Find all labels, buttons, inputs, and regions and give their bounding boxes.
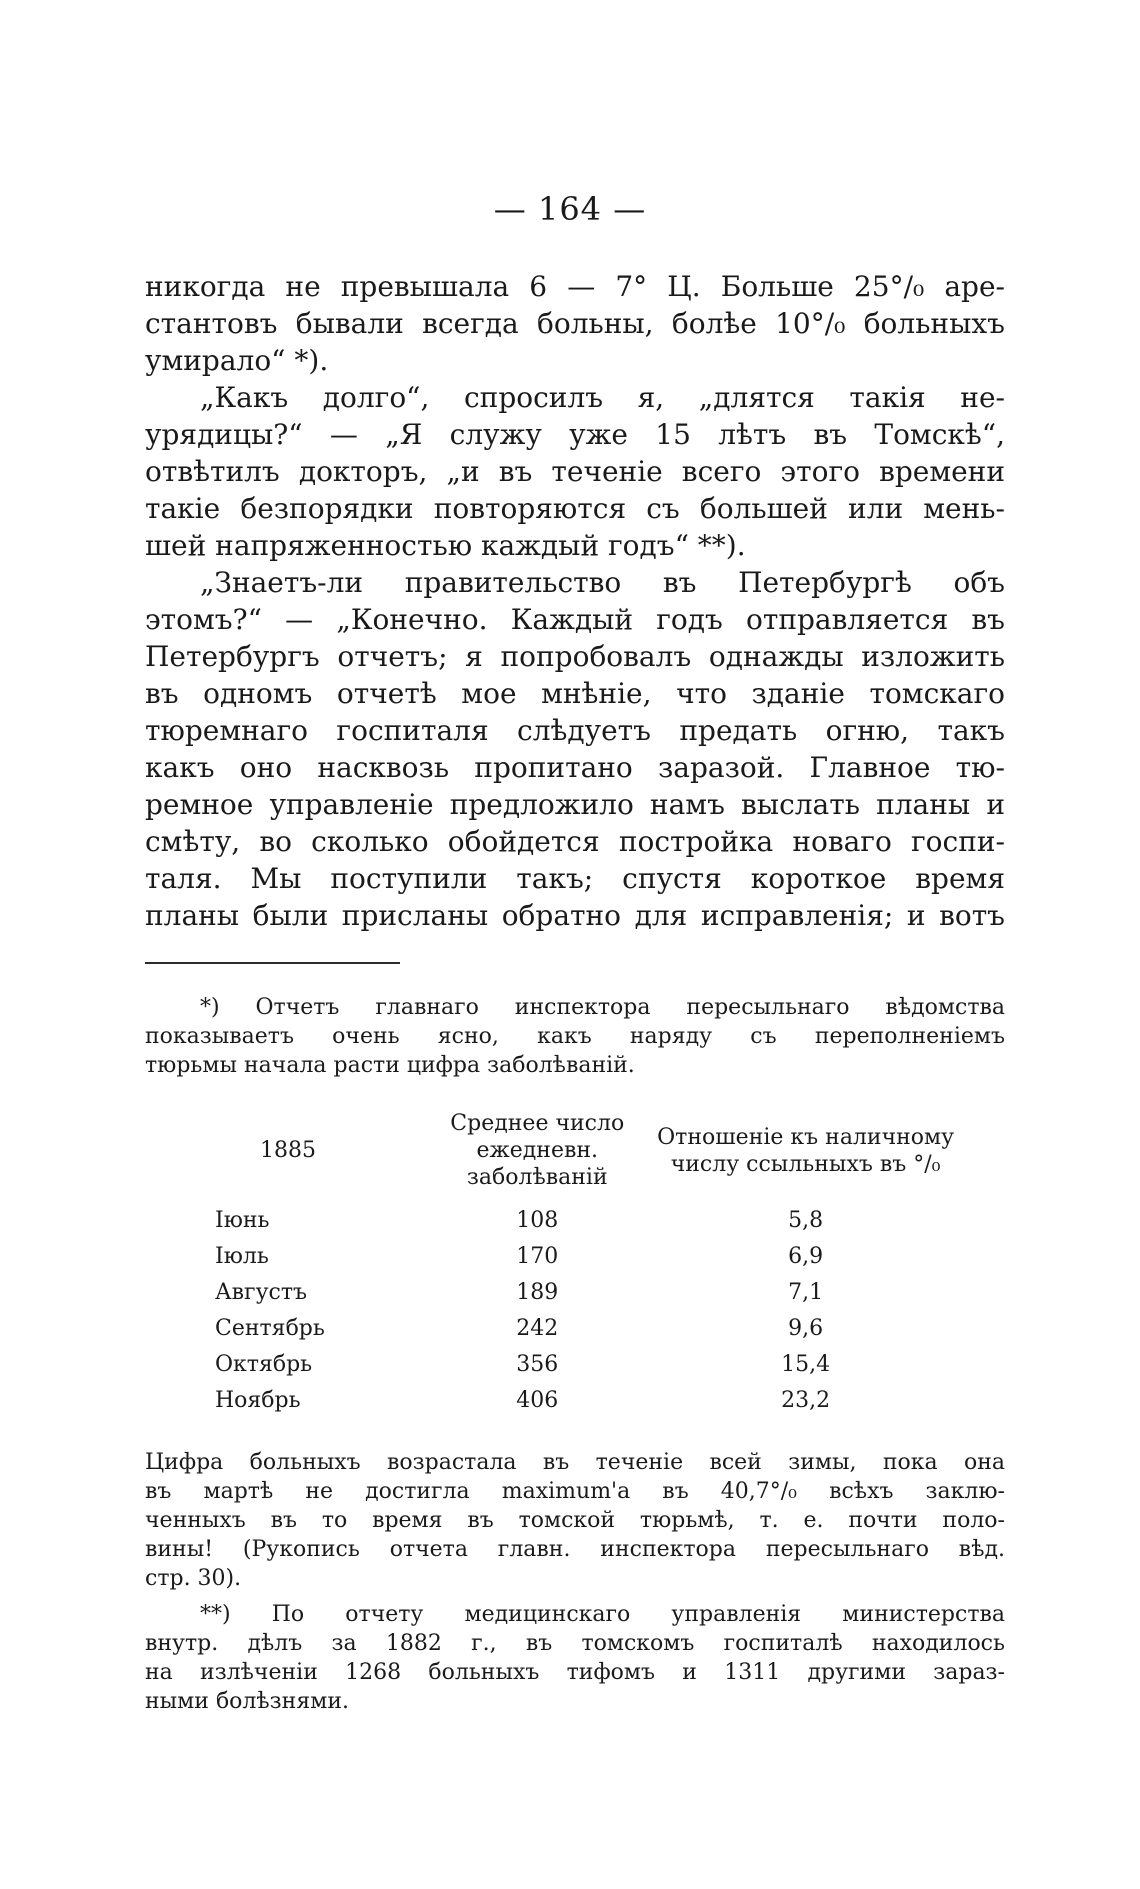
text-line: планы были присланы обратно для исправленія; и вотъ bbox=[145, 899, 1005, 932]
footnote-line: стр. 30). bbox=[145, 1566, 242, 1591]
cell-percent: 6,9 bbox=[788, 1244, 824, 1269]
table-row bbox=[215, 1239, 955, 1275]
footnote-line: *) Отчетъ главнаго инспектора пересыльнаго вѣдомства bbox=[200, 995, 1005, 1020]
footnote-line: тюрьмы начала расти цифра заболѣваній. bbox=[145, 1053, 635, 1078]
main-text bbox=[145, 268, 1005, 934]
footnote-1-continuation bbox=[145, 1448, 1005, 1593]
cell-percent: 5,8 bbox=[788, 1208, 824, 1233]
header-average: Среднее число ежедневн. заболѣваній bbox=[450, 1111, 625, 1190]
cell-average: 170 bbox=[516, 1244, 559, 1269]
header-year: 1885 bbox=[260, 1138, 316, 1163]
cell-average: 242 bbox=[516, 1316, 559, 1341]
text-line: „Какъ долго“, спросилъ я, „длятся такія не- bbox=[200, 381, 1005, 414]
text-line: Петербургъ отчетъ; я попробовалъ однажды изложить bbox=[145, 640, 1005, 673]
text-line: стантовъ бывали всегда больны, болѣе 10°/₀ больныхъ bbox=[145, 307, 1005, 340]
footnote-2 bbox=[145, 1600, 1005, 1716]
footnote-1 bbox=[145, 993, 1005, 1080]
text-line: смѣту, во сколько обойдется постройка новаго госпи- bbox=[145, 825, 1005, 858]
cell-percent: 15,4 bbox=[781, 1352, 831, 1377]
footnote-line: ченныхъ въ то время въ томской тюрьмѣ, т. е. почти поло- bbox=[145, 1508, 1005, 1533]
cell-month: Сентябрь bbox=[215, 1316, 325, 1341]
table-row bbox=[215, 1275, 955, 1311]
cell-month: Іюль bbox=[215, 1244, 269, 1269]
text-line: урядицы?“ — „Я служу уже 15 лѣтъ въ Томскѣ“, bbox=[145, 418, 1005, 451]
footnote-line: внутр. дѣлъ за 1882 г., въ томскомъ госпиталѣ находилось bbox=[145, 1631, 1005, 1656]
text-line: въ одномъ отчетѣ мое мнѣніе, что зданіе томскаго bbox=[145, 677, 1005, 710]
cell-percent: 7,1 bbox=[788, 1280, 824, 1305]
cell-average: 356 bbox=[516, 1352, 559, 1377]
footnote-line: показываетъ очень ясно, какъ наряду съ переполненіемъ bbox=[145, 1024, 1005, 1049]
text-line: ремное управленіе предложило намъ выслать планы и bbox=[145, 788, 1005, 821]
footnote-line: **) По отчету медицинскаго управленія министерства bbox=[200, 1602, 1005, 1627]
cell-average: 189 bbox=[516, 1280, 559, 1305]
cell-month: Іюнь bbox=[215, 1208, 270, 1233]
table-row bbox=[215, 1311, 955, 1347]
table-row bbox=[215, 1203, 955, 1239]
footnote-line: ными болѣзнями. bbox=[145, 1689, 349, 1714]
cell-month: Октябрь bbox=[215, 1352, 313, 1377]
text-line: таля. Мы поступили такъ; спустя короткое время bbox=[145, 862, 1005, 895]
table-header-row bbox=[215, 1110, 955, 1203]
footnote-divider bbox=[145, 962, 400, 964]
cell-average: 406 bbox=[516, 1388, 559, 1413]
text-line: никогда не превышала 6 — 7° Ц. Больше 25°/₀ аре- bbox=[145, 270, 1005, 303]
header-percent: Отношеніе къ наличному числу ссыльныхъ въ °/₀ bbox=[657, 1124, 955, 1177]
table-row bbox=[215, 1347, 955, 1383]
text-line: этомъ?“ — „Конечно. Каждый годъ отправляется въ bbox=[145, 603, 1005, 636]
text-line: отвѣтилъ докторъ, „и въ теченіе всего этого времени bbox=[145, 455, 1005, 488]
cell-month: Ноябрь bbox=[215, 1388, 301, 1413]
footnote-line: вины! (Рукопись отчета главн. инспектора пересыльнаго вѣд. bbox=[145, 1537, 1005, 1562]
page-number: — 164 — bbox=[493, 190, 647, 228]
footnote-line: въ мартѣ не достигла maximum'а въ 40,7°/₀ всѣхъ заклю- bbox=[145, 1479, 1005, 1504]
text-line: тюремнаго госпиталя слѣдуетъ предать огню, такъ bbox=[145, 714, 1005, 747]
text-line: умирало“ *). bbox=[145, 344, 329, 377]
statistics-table bbox=[215, 1110, 955, 1419]
cell-percent: 9,6 bbox=[788, 1316, 824, 1341]
cell-average: 108 bbox=[516, 1208, 559, 1233]
text-line: шей напряженностью каждый годъ“ **). bbox=[145, 529, 746, 562]
cell-percent: 23,2 bbox=[781, 1388, 831, 1413]
table-row bbox=[215, 1383, 955, 1419]
cell-month: Августъ bbox=[215, 1280, 308, 1305]
footnote-line: на излѣченіи 1268 больныхъ тифомъ и 1311 другими зараз- bbox=[145, 1660, 1005, 1685]
footnote-line: Цифра больныхъ возрастала въ теченіе всей зимы, пока она bbox=[145, 1450, 1005, 1475]
text-line: „Знаетъ-ли правительство въ Петербургѣ объ bbox=[200, 566, 1005, 599]
text-line: такіе безпорядки повторяются съ большей или мень- bbox=[145, 492, 1005, 525]
text-line: какъ оно насквозь пропитано заразой. Главное тю- bbox=[145, 751, 1005, 784]
